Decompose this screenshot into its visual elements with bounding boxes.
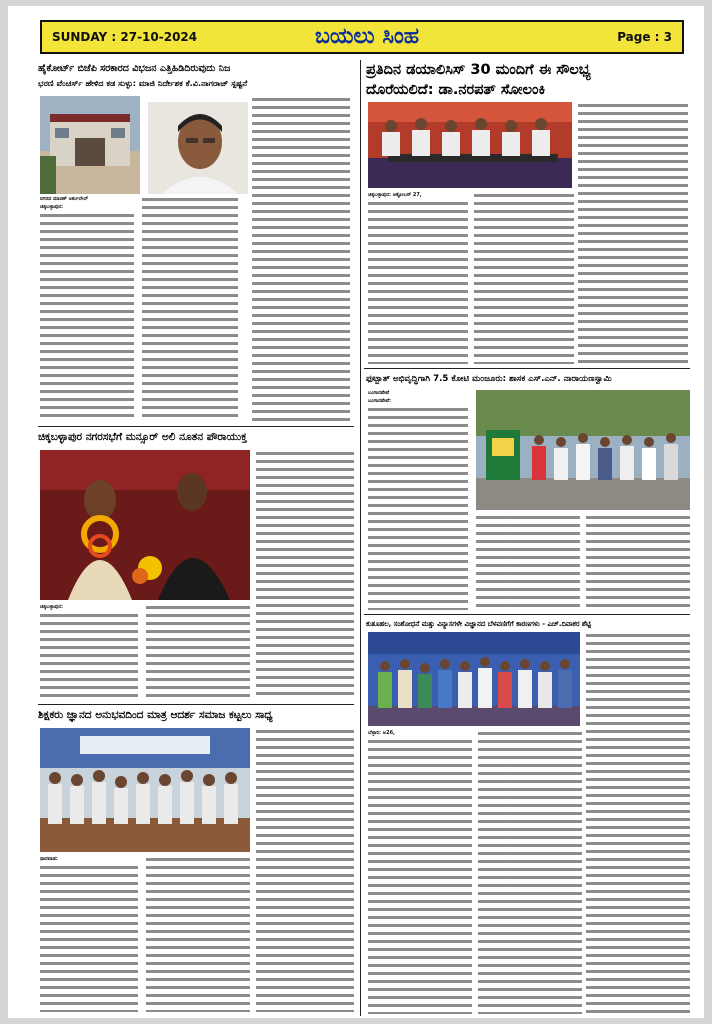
science-text-col-3	[586, 632, 690, 1014]
issue-date: SUNDAY : 27-10-2024	[52, 30, 198, 44]
page-number: Page : 3	[617, 30, 672, 44]
highcourt-dateline: ಚಿಕ್ಕಬಳ್ಳಾಪುರ:	[40, 204, 63, 210]
dialysis-stage-photo	[368, 102, 572, 188]
councillor-text-col-1	[40, 612, 138, 700]
dialysis-text-col-2	[474, 192, 574, 364]
dialysis-text-col-3	[578, 102, 688, 364]
teachers-text-col-2	[146, 856, 250, 1012]
divider	[38, 426, 354, 427]
funding-text-col-3	[586, 514, 690, 610]
funding-dateline: ಬಂಗಾರಪೇಟೆ:	[368, 398, 392, 404]
highcourt-headline-1: ಹೈಕೋರ್ಟ್ ಬಿಜೆಪಿ ಸರಕಾರದ ವಿಭಜನ ಎತ್ತಿಹಿಡಿದಿರುವುದು ನಿಜ	[38, 63, 231, 74]
funding-headline: ಫುಟ್ಬಾತ್ ಅಭಿವೃದ್ಧಿಗಾಗಿ 7.5 ಕೋಟಿ ಮಂಜೂರು: ಶಾಸಕ ಎಸ್.ಎನ್. ನಾರಾಯಣಸ್ವಾಮಿ	[366, 374, 612, 384]
divider	[364, 368, 690, 369]
funding-subhead: ಬಂಗಾರಪೇಟೆ	[368, 390, 390, 396]
teachers-group-photo	[40, 728, 250, 852]
science-text-col-1	[368, 738, 472, 1014]
teachers-text-col-3	[256, 728, 354, 1012]
teachers-text-col-1	[40, 864, 138, 1012]
highcourt-text-col-1	[40, 212, 134, 422]
dialysis-headline-1: ಪ್ರತಿದಿನ ಡಯಾಲಿಸಿಸ್ 30 ಮಂದಿಗೆ ಈ ಸೌಲಭ್ಯ	[366, 62, 591, 78]
councillor-dateline: ಚಿಕ್ಕಬಳ್ಳಾಪುರ:	[40, 604, 63, 610]
highcourt-text-col-3	[252, 96, 350, 422]
councillor-text-col-2	[146, 604, 250, 700]
divider	[364, 614, 690, 615]
newspaper-title: ಬಯಲು ಸಿಂಹ	[314, 24, 420, 49]
highcourt-byline: ನಗರದ ಮಾಜಿಕ್ ಅರ್ಕುಲೇಲ್	[40, 196, 89, 202]
dialysis-headline-2: ದೊರೆಯಲಿದೆ: ಡಾ.ನರಪತ್ ಸೋಲಂಕಿ	[366, 82, 546, 98]
teachers-headline: ಶಿಕ್ಷಕರು ಜ್ಞಾನದ ಅನುಭವದಿಂದ ಮಾತ್ರ ಆದರ್ಶ ಸಮಾಜ ಕಟ್ಟಲು ಸಾಧ್ಯ	[38, 709, 273, 721]
column-divider	[360, 60, 361, 1016]
teachers-dateline: ಧಾರವಾಡ:	[40, 856, 58, 862]
science-text-col-2	[478, 730, 582, 1014]
funding-text-col-2	[476, 514, 580, 610]
science-event-photo	[368, 632, 580, 726]
felicitation-photo	[40, 450, 250, 600]
highcourt-headline-2: ಭರಣಿ ವೆಂಚರ್ಸ್ ಹೇಳಿದ ಕಡ ಸುಳ್ಳು: ಮಾಜಿ ನಿರ್ದೇಶಕ ಕೆ.ವಿ.ನಾಗರಾಜ್ ಸ್ಪಷ್ಟನೆ	[38, 78, 248, 88]
science-headline: ಕುತೂಹಲ, ಸಂಶೋಧನೆ ಮತ್ತು ವಿನ್ಯಾಸಗಳೇ ವಿಜ್ಞಾನದ ಬೆಳವಣಿಗೆಗೆ ಕಾರಣಗಳು - ಎಚ್.ದಿವಾಕರ ಶೆಟ್ಟಿ	[366, 620, 591, 628]
newspaper-page	[8, 6, 704, 1018]
councillor-headline: ಚಿಕ್ಕಬಳ್ಳಾಪುರ ನಗರಸಭೆಗೆ ಮನ್ಸೂರ್ ಅಲಿ ನೂತನ ಪೌರಾಯುಕ್ತ	[38, 431, 247, 443]
funding-text-col-1	[368, 406, 468, 610]
masthead	[40, 20, 684, 54]
highcourt-text-col-2	[142, 196, 238, 422]
dialysis-dateline: ಚಿಕ್ಕಬಳ್ಳಾಪುರ: ಅಕ್ಟೋಬರ್ 27,	[368, 192, 422, 198]
divider	[38, 704, 354, 705]
street-photo	[476, 390, 690, 510]
portrait-photo	[148, 102, 248, 194]
councillor-text-col-3	[256, 450, 354, 700]
science-dateline: ಬೆಳ್ಳಾರಿ: ಅ26,	[368, 730, 395, 736]
building-photo	[40, 96, 140, 194]
dialysis-text-col-1	[368, 200, 468, 364]
